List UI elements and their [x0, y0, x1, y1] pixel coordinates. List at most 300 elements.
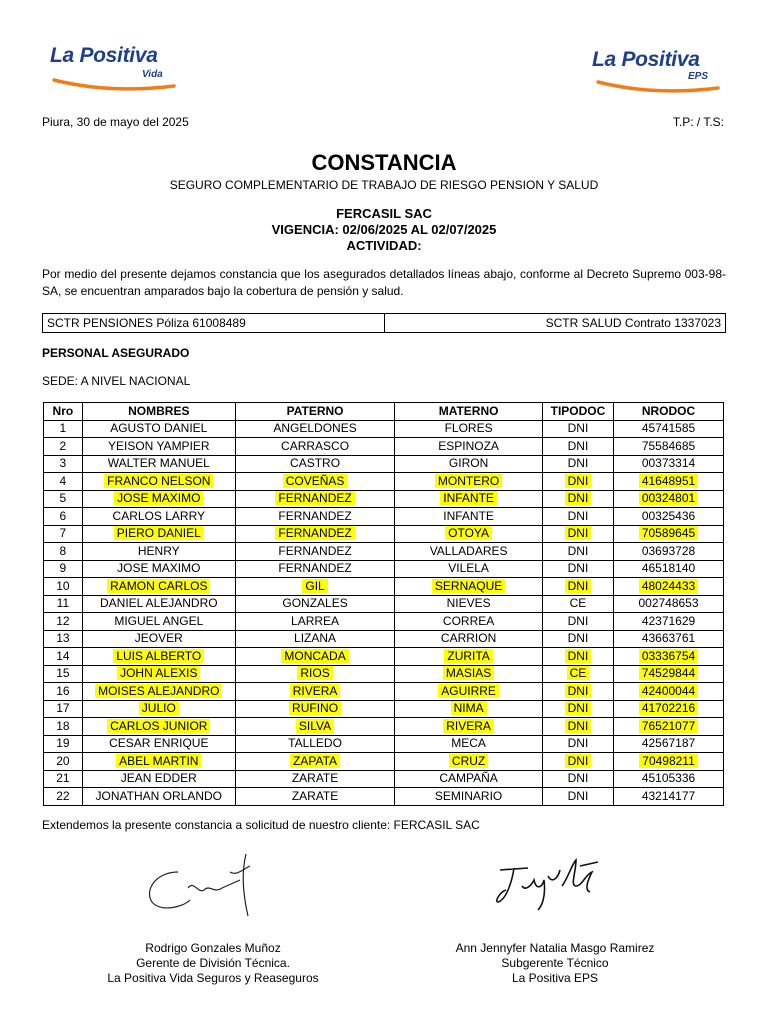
cell-nombres-text: MOISES ALEJANDRO [95, 684, 222, 698]
table-row [44, 455, 724, 473]
cell-paterno-text: GONZALES [282, 596, 348, 611]
cell-paterno [235, 578, 394, 596]
cell-tipodoc-text: DNI [567, 613, 589, 628]
cell-tipodoc [542, 770, 613, 788]
table-row [44, 630, 724, 648]
cell-tipodoc [542, 455, 613, 473]
logo-left-swoosh-icon [50, 76, 180, 96]
cell-nrodoc-text: 45741585 [641, 421, 696, 436]
signature-left-block [60, 941, 366, 986]
cell-nro-text: 21 [56, 771, 70, 786]
cell-materno [395, 595, 543, 613]
cell-nrodoc-text: 00325436 [641, 508, 696, 523]
cell-nombres [82, 613, 235, 631]
logo-left-text: La Positiva [50, 44, 158, 67]
cell-nombres-text: JULIO [139, 701, 179, 715]
signer-right-org: La Positiva EPS [511, 971, 599, 985]
cell-nro [44, 770, 83, 788]
cell-nro [44, 613, 83, 631]
cell-nro-text: 2 [59, 438, 67, 453]
cell-nombres-text: WALTER MANUEL [107, 456, 210, 471]
cell-nombres-text: JOSE MAXIMO [114, 491, 203, 505]
cell-materno-text: INFANTE [440, 491, 497, 505]
cell-nro [44, 420, 83, 438]
cell-nrodoc-text: 43214177 [641, 788, 696, 803]
cell-paterno [235, 753, 394, 771]
table-row [44, 595, 724, 613]
column-header-tipodoc: TIPODOC [542, 403, 613, 421]
cell-nro [44, 490, 83, 508]
cell-nombres-text: HENRY [137, 543, 180, 558]
cell-nombres [82, 490, 235, 508]
cell-tipodoc [542, 648, 613, 666]
cell-nombres-text: MIGUEL ANGEL [114, 613, 204, 628]
cell-paterno [235, 508, 394, 526]
cell-nrodoc-text: 43663761 [641, 631, 696, 646]
cell-tipodoc-text: DNI [567, 438, 589, 453]
place-date: Piura, 30 de mayo del 2025 [42, 115, 189, 129]
cell-nrodoc [614, 525, 724, 543]
cell-nombres [82, 473, 235, 491]
cell-tipodoc-text: DNI [565, 491, 592, 505]
signer-right-name: Ann Jennyfer Natalia Masgo Ramirez [455, 941, 655, 955]
cell-nrodoc-text: 76521077 [639, 719, 698, 733]
cell-nro-text: 3 [59, 456, 67, 471]
cell-nrodoc-text: 03336754 [639, 649, 698, 663]
cell-paterno [235, 613, 394, 631]
cell-nro [44, 543, 83, 561]
cell-tipodoc [542, 525, 613, 543]
cell-materno [395, 788, 543, 806]
cell-tipodoc [542, 665, 613, 683]
cell-nombres-text: ABEL MARTIN [116, 754, 201, 768]
cell-paterno [235, 595, 394, 613]
cell-nombres-text: CARLOS LARRY [112, 508, 206, 523]
cell-tipodoc [542, 490, 613, 508]
cell-nro-text: 4 [59, 473, 67, 488]
cell-paterno-text: RIVERA [290, 684, 341, 698]
cell-paterno-text: COVEÑAS [283, 474, 348, 488]
cell-paterno [235, 525, 394, 543]
cell-nombres-text: AGUSTO DANIEL [110, 421, 208, 436]
cell-tipodoc [542, 438, 613, 456]
cell-nrodoc [614, 700, 724, 718]
cell-materno [395, 735, 543, 753]
vigencia: VIGENCIA: 02/06/2025 AL 02/07/2025 [271, 222, 497, 237]
cell-tipodoc-text: DNI [565, 649, 592, 663]
cell-nrodoc-text: 45105336 [641, 771, 696, 786]
cell-paterno-text: CARRASCO [281, 438, 350, 453]
cell-paterno-text: LARREA [291, 613, 340, 628]
cell-nro-text: 8 [59, 543, 67, 558]
cell-nro-text: 16 [56, 683, 70, 698]
cell-paterno-text: CASTRO [290, 456, 341, 471]
signer-left-name: Rodrigo Gonzales Muñoz [145, 941, 281, 955]
cell-nombres [82, 700, 235, 718]
cell-materno-text: MASIAS [443, 666, 494, 680]
cell-nombres [82, 525, 235, 543]
cell-nrodoc [614, 560, 724, 578]
cell-tipodoc-text: DNI [567, 561, 589, 576]
cell-tipodoc-text: DNI [565, 684, 592, 698]
cell-materno-text: NIMA [451, 701, 487, 715]
cell-nro-text: 10 [56, 578, 70, 593]
logo-la-positiva-vida [50, 44, 180, 96]
cell-nrodoc [614, 595, 724, 613]
sede: SEDE: A NIVEL NACIONAL [42, 374, 191, 388]
cell-paterno-text: FERNANDEZ [278, 561, 352, 576]
cell-nombres-text: JOSE MAXIMO [117, 561, 201, 576]
column-header-paterno: PATERNO [235, 403, 394, 421]
cell-nro [44, 683, 83, 701]
cell-nro-text: 14 [56, 648, 70, 663]
cell-nrodoc [614, 438, 724, 456]
cell-materno [395, 420, 543, 438]
cell-paterno [235, 473, 394, 491]
cell-tipodoc [542, 753, 613, 771]
cell-nrodoc [614, 490, 724, 508]
cell-nombres [82, 560, 235, 578]
cell-nrodoc-text: 70498211 [639, 754, 698, 768]
column-header-nombres: NOMBRES [82, 403, 235, 421]
cell-materno-text: SERNAQUE [432, 579, 505, 593]
cell-paterno [235, 420, 394, 438]
cell-materno [395, 560, 543, 578]
cell-nombres [82, 718, 235, 736]
cell-nro-text: 11 [56, 596, 70, 611]
cell-tipodoc [542, 718, 613, 736]
cell-tipodoc-text: DNI [567, 456, 589, 471]
cell-nrodoc [614, 455, 724, 473]
signature-right-icon [492, 856, 612, 916]
cell-nro [44, 665, 83, 683]
cell-tipodoc-text: DNI [565, 579, 592, 593]
cell-tipodoc-text: DNI [567, 788, 589, 803]
signer-right-role: Subgerente Técnico [501, 956, 609, 970]
cell-nombres [82, 788, 235, 806]
cell-nrodoc-text: 48024433 [639, 579, 698, 593]
cell-tipodoc-text: DNI [565, 474, 592, 488]
cell-paterno-text: RUFINO [289, 701, 341, 715]
cell-nrodoc-text: 42400044 [639, 684, 698, 698]
cell-nombres-text: JONATHAN ORLANDO [95, 788, 223, 803]
cell-nrodoc [614, 788, 724, 806]
table-row [44, 543, 724, 561]
table-row [44, 560, 724, 578]
cell-nombres [82, 578, 235, 596]
table-row [44, 700, 724, 718]
cell-nro-text: 15 [56, 666, 70, 681]
cell-nombres-text: YEISON YAMPIER [107, 438, 210, 453]
cell-nrodoc [614, 613, 724, 631]
cell-tipodoc [542, 420, 613, 438]
cell-nro [44, 578, 83, 596]
cell-tipodoc [542, 683, 613, 701]
cell-paterno-text: ANGELDONES [273, 421, 357, 436]
cell-nombres [82, 753, 235, 771]
cell-nombres [82, 630, 235, 648]
cell-nrodoc-text: 00324801 [639, 491, 698, 505]
cell-nro [44, 700, 83, 718]
cell-nro-text: 1 [59, 421, 67, 436]
cell-paterno [235, 543, 394, 561]
cell-nro [44, 438, 83, 456]
cell-nrodoc-text: 41702216 [639, 701, 698, 715]
cell-materno [395, 543, 543, 561]
cell-materno-text: CRUZ [449, 754, 488, 768]
cell-nro [44, 788, 83, 806]
cell-materno-text: FLORES [444, 421, 493, 436]
cell-materno-text: ESPINOZA [438, 438, 499, 453]
table-body [44, 420, 724, 805]
cell-nro [44, 735, 83, 753]
cell-materno [395, 438, 543, 456]
intro-paragraph: Por medio del presente dejamos constancia que los asegurados detallados líneas abajo, conforme al Decreto Supremo 003-98-SA, se encuentran amparados bajo la cobertura de pensión y salud. [42, 267, 726, 298]
cell-paterno [235, 788, 394, 806]
cell-nombres-text: RAMON CARLOS [107, 579, 210, 593]
cell-materno [395, 648, 543, 666]
table-row [44, 665, 724, 683]
cell-tipodoc-text: DNI [565, 526, 592, 540]
cell-paterno [235, 630, 394, 648]
cell-nombres [82, 735, 235, 753]
table-row [44, 473, 724, 491]
cell-tipodoc-text: DNI [567, 736, 589, 751]
cell-materno [395, 718, 543, 736]
cell-nombres-text: PIERO DANIEL [114, 526, 204, 540]
company-name: FERCASIL SAC [336, 206, 432, 221]
cell-tipodoc-text: DNI [565, 719, 592, 733]
cell-nro-text: 17 [56, 701, 70, 716]
cell-tipodoc [542, 613, 613, 631]
cell-nrodoc [614, 683, 724, 701]
cell-materno [395, 578, 543, 596]
cell-materno-text: VILELA [448, 561, 489, 576]
tp-ts: T.P: / T.S: [672, 115, 724, 129]
cell-materno-text: NIEVES [446, 596, 491, 611]
cell-nrodoc [614, 473, 724, 491]
table-row [44, 613, 724, 631]
signature-left-icon [138, 850, 278, 920]
cell-nro-text: 18 [56, 718, 70, 733]
cell-tipodoc-text: DNI [565, 701, 592, 715]
cell-paterno [235, 490, 394, 508]
cell-paterno [235, 683, 394, 701]
cell-materno [395, 613, 543, 631]
cell-materno [395, 455, 543, 473]
cell-materno-text: RIVERA [443, 719, 494, 733]
table-row [44, 490, 724, 508]
cell-nro [44, 508, 83, 526]
cell-paterno [235, 700, 394, 718]
table-row [44, 718, 724, 736]
cell-nombres [82, 543, 235, 561]
cell-nombres-text: LUIS ALBERTO [113, 649, 204, 663]
cell-tipodoc [542, 630, 613, 648]
cell-nrodoc-text: 42567187 [641, 736, 696, 751]
cell-tipodoc [542, 560, 613, 578]
column-header-nro: Nro [44, 403, 83, 421]
table-row [44, 438, 724, 456]
logo-right-sub: EPS [688, 71, 709, 82]
cell-materno [395, 490, 543, 508]
cell-nombres-text: JEAN EDDER [120, 771, 197, 786]
cell-nrodoc [614, 578, 724, 596]
cell-nombres [82, 420, 235, 438]
cell-nrodoc [614, 665, 724, 683]
cell-nrodoc [614, 543, 724, 561]
cell-nombres-text: CESAR ENRIQUE [109, 736, 209, 751]
cell-nro-text: 13 [56, 631, 70, 646]
cell-nrodoc-text: 00373314 [641, 456, 696, 471]
cell-nrodoc-text: 70589645 [639, 526, 698, 540]
closing-text: Extendemos la presente constancia a solicitud de nuestro cliente: FERCASIL SAC [42, 818, 480, 832]
cell-nro-text: 12 [56, 613, 70, 628]
cell-materno [395, 700, 543, 718]
cell-paterno [235, 718, 394, 736]
policy-box [42, 313, 726, 333]
column-header-nrodoc: NRODOC [614, 403, 724, 421]
table-row [44, 753, 724, 771]
cell-nombres-text: JEOVER [134, 631, 183, 646]
cell-paterno-text: GIL [302, 579, 327, 593]
table-row [44, 508, 724, 526]
cell-tipodoc-text: DNI [567, 421, 589, 436]
cell-nrodoc [614, 420, 724, 438]
cell-nrodoc [614, 630, 724, 648]
cell-paterno-text: FERNANDEZ [278, 508, 352, 523]
doc-subtitle: SEGURO COMPLEMENTARIO DE TRABAJO DE RIESGO PENSION Y SALUD [169, 178, 599, 192]
cell-nrodoc-text: 002748653 [638, 596, 699, 611]
cell-paterno-text: FERNANDEZ [275, 491, 354, 505]
actividad: ACTIVIDAD: [346, 238, 422, 253]
cell-nrodoc-text: 41648951 [639, 474, 698, 488]
cell-tipodoc-text: CE [569, 596, 587, 611]
cell-paterno-text: MONCADA [281, 649, 348, 663]
cell-nro [44, 473, 83, 491]
cell-nombres [82, 665, 235, 683]
cell-materno-text: MECA [451, 736, 486, 751]
table-row [44, 788, 724, 806]
cell-nro-text: 9 [59, 561, 67, 576]
signature-right-block [420, 941, 690, 986]
table-row [44, 735, 724, 753]
cell-materno-text: GIRON [448, 456, 489, 471]
cell-nrodoc-text: 03693728 [641, 543, 696, 558]
doc-title: CONSTANCIA [311, 150, 457, 175]
cell-nombres [82, 438, 235, 456]
table-row [44, 525, 724, 543]
table-header-row [44, 403, 724, 421]
cell-nombres-text: FRANCO NELSON [104, 474, 213, 488]
table-row [44, 648, 724, 666]
logo-left-sub: Vida [142, 69, 163, 80]
cell-nrodoc [614, 508, 724, 526]
cell-tipodoc-text: DNI [567, 543, 589, 558]
cell-paterno [235, 438, 394, 456]
cell-tipodoc-text: CE [567, 666, 590, 680]
cell-materno [395, 630, 543, 648]
cell-nombres-text: CARLOS JUNIOR [107, 719, 210, 733]
insured-table [43, 402, 724, 806]
cell-nrodoc-text: 75584685 [641, 438, 696, 453]
cell-nro [44, 648, 83, 666]
cell-materno [395, 665, 543, 683]
cell-paterno-text: TALLEDO [288, 736, 342, 751]
cell-paterno-text: RIOS [297, 666, 332, 680]
cell-paterno-text: ZAPATA [290, 754, 340, 768]
cell-paterno-text: LIZANA [294, 631, 337, 646]
cell-materno-text: AGUIRRE [438, 684, 499, 698]
table-row [44, 770, 724, 788]
cell-nro-text: 6 [59, 508, 67, 523]
cell-paterno-text: ZARATE [291, 771, 339, 786]
cell-nro [44, 455, 83, 473]
cell-nro-text: 20 [56, 753, 70, 768]
cell-paterno-text: SILVA [296, 719, 334, 733]
cell-materno-text: ZURITA [444, 649, 492, 663]
cell-paterno [235, 735, 394, 753]
cell-nrodoc-text: 74529844 [639, 666, 698, 680]
cell-materno-text: CORREA [442, 613, 495, 628]
cell-nro [44, 753, 83, 771]
cell-nro-text: 19 [56, 736, 70, 751]
cell-nombres [82, 683, 235, 701]
table-row [44, 578, 724, 596]
cell-nro [44, 560, 83, 578]
cell-nombres-text: JOHN ALEXIS [117, 666, 200, 680]
policy-pensiones: SCTR PENSIONES Póliza 61008489 [43, 314, 385, 332]
cell-materno [395, 683, 543, 701]
cell-materno-text: MONTERO [435, 474, 502, 488]
cell-nrodoc-text: 42371629 [641, 613, 696, 628]
signer-left-role: Gerente de División Técnica. [136, 956, 290, 970]
column-header-materno: MATERNO [395, 403, 543, 421]
table-row [44, 420, 724, 438]
signer-left-org: La Positiva Vida Seguros y Reaseguros [107, 971, 319, 985]
cell-materno [395, 473, 543, 491]
cell-tipodoc-text: DNI [567, 631, 589, 646]
policy-salud: SCTR SALUD Contrato 1337023 [545, 316, 721, 330]
cell-nro-text: 22 [56, 788, 70, 803]
cell-tipodoc [542, 700, 613, 718]
cell-tipodoc [542, 578, 613, 596]
cell-materno-text: VALLADARES [429, 543, 508, 558]
cell-nro [44, 595, 83, 613]
cell-nro [44, 630, 83, 648]
cell-nombres [82, 455, 235, 473]
cell-nro [44, 718, 83, 736]
cell-nrodoc [614, 648, 724, 666]
cell-materno-text: INFANTE [443, 508, 494, 523]
logo-right-swoosh-icon [594, 78, 724, 98]
table-row [44, 683, 724, 701]
cell-materno-text: CAMPAÑA [439, 771, 498, 786]
cell-tipodoc [542, 543, 613, 561]
cell-paterno-text: FERNANDEZ [278, 543, 352, 558]
cell-nombres [82, 508, 235, 526]
cell-nombres [82, 648, 235, 666]
cell-paterno-text: ZARATE [291, 788, 339, 803]
cell-materno-text: CARRION [440, 631, 497, 646]
section-heading: PERSONAL ASEGURADO [42, 346, 190, 360]
cell-tipodoc [542, 508, 613, 526]
cell-nombres-text: DANIEL ALEJANDRO [99, 596, 218, 611]
cell-paterno [235, 665, 394, 683]
cell-tipodoc-text: DNI [567, 771, 589, 786]
cell-nro-text: 5 [59, 491, 67, 506]
cell-nombres [82, 770, 235, 788]
